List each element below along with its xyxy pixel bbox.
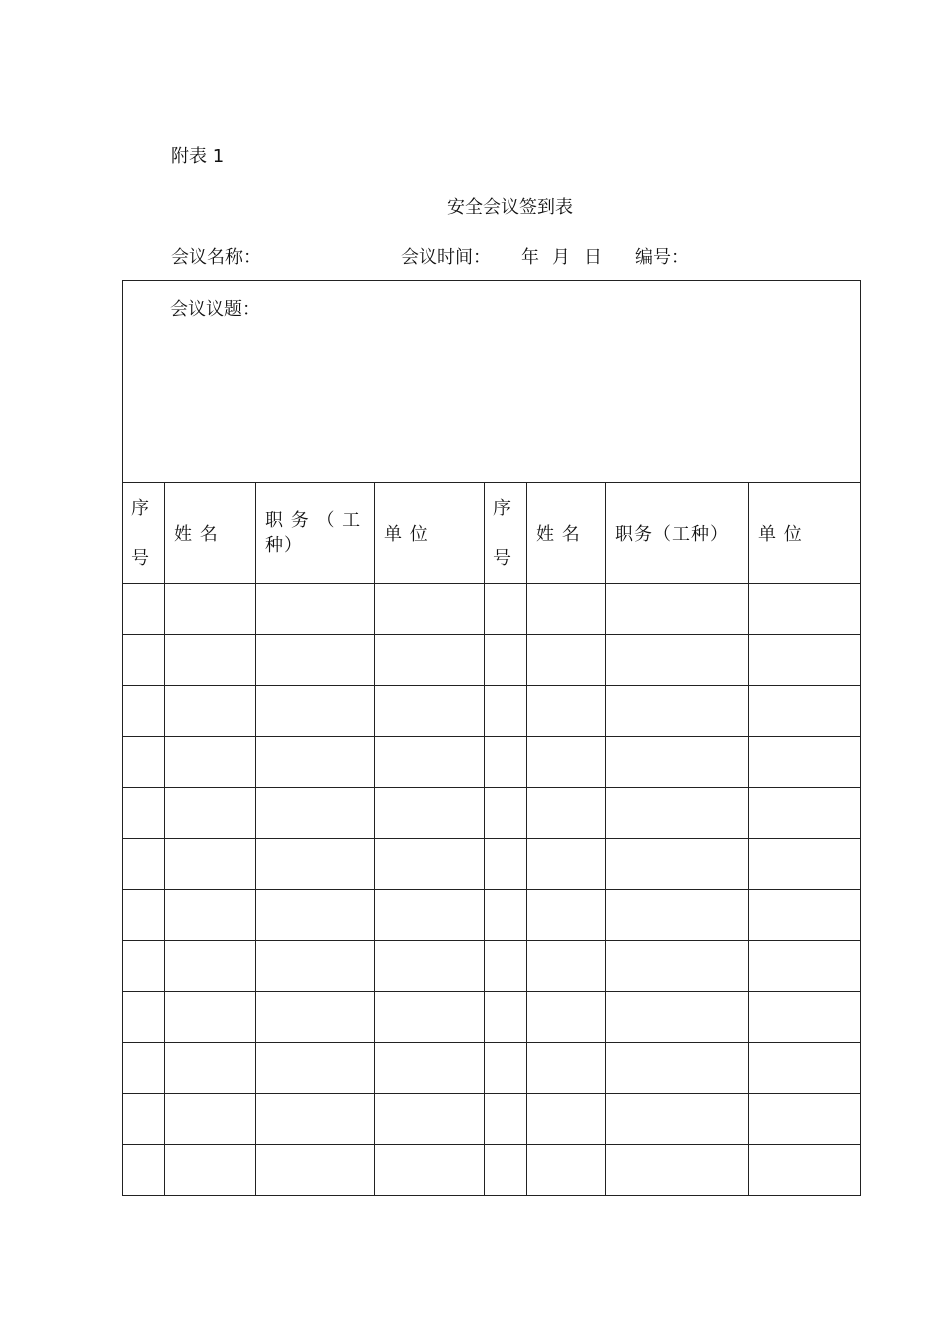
table-cell[interactable] xyxy=(485,635,527,686)
table-cell[interactable] xyxy=(527,1043,606,1094)
header-position-right: 职务（工种） xyxy=(606,483,749,584)
table-cell[interactable] xyxy=(256,584,375,635)
table-cell[interactable] xyxy=(123,686,165,737)
table-cell[interactable] xyxy=(606,584,749,635)
table-cell[interactable] xyxy=(256,1145,375,1196)
table-cell[interactable] xyxy=(256,635,375,686)
table-cell[interactable] xyxy=(749,737,861,788)
table-cell[interactable] xyxy=(256,686,375,737)
header-unit-right: 单 位 xyxy=(749,483,861,584)
table-cell[interactable] xyxy=(749,941,861,992)
table-cell[interactable] xyxy=(606,737,749,788)
table-cell[interactable] xyxy=(485,992,527,1043)
table-cell[interactable] xyxy=(527,839,606,890)
table-cell[interactable] xyxy=(375,1043,485,1094)
table-cell[interactable] xyxy=(485,1094,527,1145)
table-row xyxy=(123,992,861,1043)
table-cell[interactable] xyxy=(256,1043,375,1094)
table-cell[interactable] xyxy=(527,584,606,635)
table-cell[interactable] xyxy=(123,992,165,1043)
header-name-right: 姓 名 xyxy=(527,483,606,584)
table-cell[interactable] xyxy=(527,1145,606,1196)
table-row xyxy=(123,737,861,788)
table-cell[interactable] xyxy=(256,1094,375,1145)
table-cell[interactable] xyxy=(606,1145,749,1196)
table-cell[interactable] xyxy=(375,635,485,686)
table-cell[interactable] xyxy=(165,839,256,890)
table-cell[interactable] xyxy=(165,686,256,737)
table-cell[interactable] xyxy=(375,1145,485,1196)
table-cell[interactable] xyxy=(165,941,256,992)
table-cell[interactable] xyxy=(375,839,485,890)
table-cell[interactable] xyxy=(606,1094,749,1145)
table-cell[interactable] xyxy=(606,686,749,737)
table-cell[interactable] xyxy=(123,788,165,839)
table-cell[interactable] xyxy=(485,584,527,635)
table-row xyxy=(123,788,861,839)
table-cell[interactable] xyxy=(485,737,527,788)
table-cell[interactable] xyxy=(165,788,256,839)
table-cell[interactable] xyxy=(527,635,606,686)
table-cell[interactable] xyxy=(123,737,165,788)
header-seq-left-top: 序 xyxy=(131,497,149,519)
table-cell[interactable] xyxy=(375,890,485,941)
table-cell[interactable] xyxy=(749,890,861,941)
table-cell[interactable] xyxy=(606,635,749,686)
table-cell[interactable] xyxy=(375,1094,485,1145)
table-cell[interactable] xyxy=(165,1043,256,1094)
table-cell[interactable] xyxy=(123,839,165,890)
table-cell[interactable] xyxy=(123,584,165,635)
appendix-label: 附表 1 xyxy=(171,146,225,167)
topic-label: 会议议题： xyxy=(170,299,260,320)
table-cell[interactable] xyxy=(123,1043,165,1094)
table-cell[interactable] xyxy=(485,890,527,941)
day-label: 日 xyxy=(584,247,602,268)
table-row xyxy=(123,1043,861,1094)
table-cell[interactable] xyxy=(485,839,527,890)
table-cell[interactable] xyxy=(165,737,256,788)
table-cell[interactable] xyxy=(375,941,485,992)
serial-number-label: 编号： xyxy=(635,247,689,268)
table-cell[interactable] xyxy=(527,890,606,941)
table-cell[interactable] xyxy=(485,1145,527,1196)
table-row xyxy=(123,686,861,737)
table-cell[interactable] xyxy=(606,839,749,890)
table-row xyxy=(123,890,861,941)
topic-field[interactable] xyxy=(123,281,861,483)
meeting-time-label: 会议时间： xyxy=(401,247,491,268)
header-seq-right-bottom: 号 xyxy=(493,547,511,569)
table-cell[interactable] xyxy=(256,890,375,941)
table-cell[interactable] xyxy=(375,584,485,635)
table-cell[interactable] xyxy=(606,941,749,992)
table-cell[interactable] xyxy=(123,1145,165,1196)
month-label: 月 xyxy=(552,247,570,268)
table-cell[interactable] xyxy=(256,992,375,1043)
table-cell[interactable] xyxy=(749,839,861,890)
topic-row xyxy=(123,281,861,483)
table-cell[interactable] xyxy=(123,941,165,992)
sign-in-table xyxy=(122,280,861,1196)
table-cell[interactable] xyxy=(527,992,606,1043)
header-seq-right-top: 序 xyxy=(493,497,511,519)
table-cell[interactable] xyxy=(527,941,606,992)
table-cell[interactable] xyxy=(123,635,165,686)
table-cell[interactable] xyxy=(606,890,749,941)
table-cell[interactable] xyxy=(606,1043,749,1094)
table-cell[interactable] xyxy=(256,839,375,890)
table-cell[interactable] xyxy=(165,584,256,635)
table-cell[interactable] xyxy=(527,686,606,737)
table-row xyxy=(123,941,861,992)
table-cell[interactable] xyxy=(749,584,861,635)
header-seq-left-bottom: 号 xyxy=(131,547,149,569)
table-cell[interactable] xyxy=(165,635,256,686)
table-cell[interactable] xyxy=(527,737,606,788)
table-cell[interactable] xyxy=(375,686,485,737)
table-cell[interactable] xyxy=(256,737,375,788)
table-cell[interactable] xyxy=(375,788,485,839)
table-cell[interactable] xyxy=(165,1094,256,1145)
table-cell[interactable] xyxy=(375,992,485,1043)
table-header-row xyxy=(123,483,861,584)
table-cell[interactable] xyxy=(485,1043,527,1094)
header-unit-left: 单 位 xyxy=(375,483,485,584)
table-row xyxy=(123,1145,861,1196)
table-cell[interactable] xyxy=(749,1043,861,1094)
table-cell[interactable] xyxy=(375,737,485,788)
table-cell[interactable] xyxy=(256,788,375,839)
table-cell[interactable] xyxy=(749,635,861,686)
table-cell[interactable] xyxy=(256,941,375,992)
table-cell[interactable] xyxy=(527,1094,606,1145)
table-row xyxy=(123,635,861,686)
document-title: 安全会议签到表 xyxy=(447,197,573,218)
table-cell[interactable] xyxy=(123,1094,165,1145)
table-cell[interactable] xyxy=(527,788,606,839)
header-seq-left xyxy=(123,483,165,584)
table-cell[interactable] xyxy=(749,1094,861,1145)
table-cell[interactable] xyxy=(606,992,749,1043)
table-cell[interactable] xyxy=(749,1145,861,1196)
table-cell[interactable] xyxy=(165,992,256,1043)
meeting-name-label: 会议名称： xyxy=(171,247,261,268)
header-name-left: 姓 名 xyxy=(165,483,256,584)
header-seq-right xyxy=(485,483,527,584)
header-position-left: 职 务 （ 工 种） xyxy=(256,483,375,584)
table-cell[interactable] xyxy=(485,686,527,737)
table-cell[interactable] xyxy=(606,788,749,839)
table-cell[interactable] xyxy=(165,890,256,941)
table-cell[interactable] xyxy=(165,1145,256,1196)
year-label: 年 xyxy=(521,247,539,268)
table-row xyxy=(123,839,861,890)
table-cell[interactable] xyxy=(749,686,861,737)
table-cell[interactable] xyxy=(123,890,165,941)
table-cell[interactable] xyxy=(749,788,861,839)
table-body xyxy=(123,584,861,1196)
table-row xyxy=(123,1094,861,1145)
table-cell[interactable] xyxy=(485,941,527,992)
table-cell[interactable] xyxy=(749,992,861,1043)
table-row xyxy=(123,584,861,635)
table-cell[interactable] xyxy=(485,788,527,839)
